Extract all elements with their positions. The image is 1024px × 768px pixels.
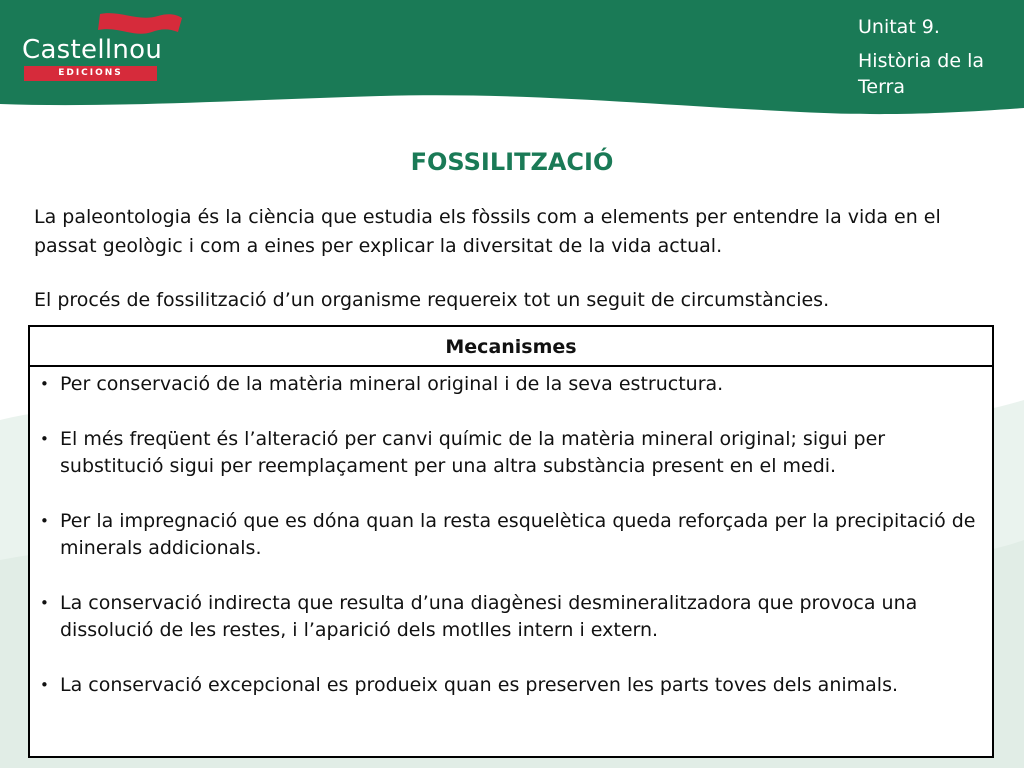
- intro-text: [34, 203, 1009, 315]
- list-item-text: El més freqüent és l’alteració per canvi químic de la matèria mineral original; sigui per substitució sigui per reemplaçament per una altra substància present en el medi.: [60, 427, 886, 477]
- bullet-icon: •: [40, 593, 49, 612]
- unit-title: Història de la Terra: [858, 50, 985, 98]
- list-item-text: La conservació excepcional es produeix quan es preserven les parts toves dels animals.: [60, 673, 899, 696]
- bullet-icon: •: [40, 675, 49, 694]
- list-item: [38, 590, 982, 645]
- bullet-icon: •: [40, 511, 49, 530]
- list-item-text: La conservació indirecta que resulta d’una diagènesi desmineralitzadora que provoca una dissolució de les restes, i l’aparició dels motlles intern i extern.: [60, 591, 918, 641]
- unit-number: Unitat 9.: [858, 16, 940, 38]
- logo-subtitle: EDICIONS: [24, 66, 157, 81]
- page-title: FOSSILITZACIÓ: [410, 148, 614, 176]
- list-item: [38, 371, 982, 399]
- mechanisms-list: [30, 367, 992, 699]
- list-item: [38, 672, 982, 700]
- bullet-icon: •: [40, 375, 49, 393]
- list-item-text: Per conservació de la matèria mineral original i de la seva estructura.: [60, 373, 724, 395]
- logo-name: Castellnou: [22, 35, 163, 65]
- list-item-text: Per la impregnació que es dóna quan la resta esquelètica queda reforçada per la precipitació de minerals addicionals.: [60, 509, 976, 559]
- intro-paragraph-2: El procés de fossilització d’un organisme requereix tot un seguit de circumstàncies.: [34, 289, 830, 311]
- publisher-logo: [22, 10, 162, 80]
- table-header: Mecanismes: [30, 327, 992, 367]
- mechanisms-table: [28, 325, 994, 758]
- bullet-icon: •: [40, 429, 49, 448]
- unit-heading: [858, 14, 1018, 100]
- list-item: [38, 508, 982, 563]
- list-item: [38, 426, 982, 481]
- intro-paragraph-1: La paleontologia és la ciència que estudia els fòssils com a elements per entendre la vida en el passat geològic i com a eines per explicar la diversitat de la vida actual.: [34, 206, 941, 257]
